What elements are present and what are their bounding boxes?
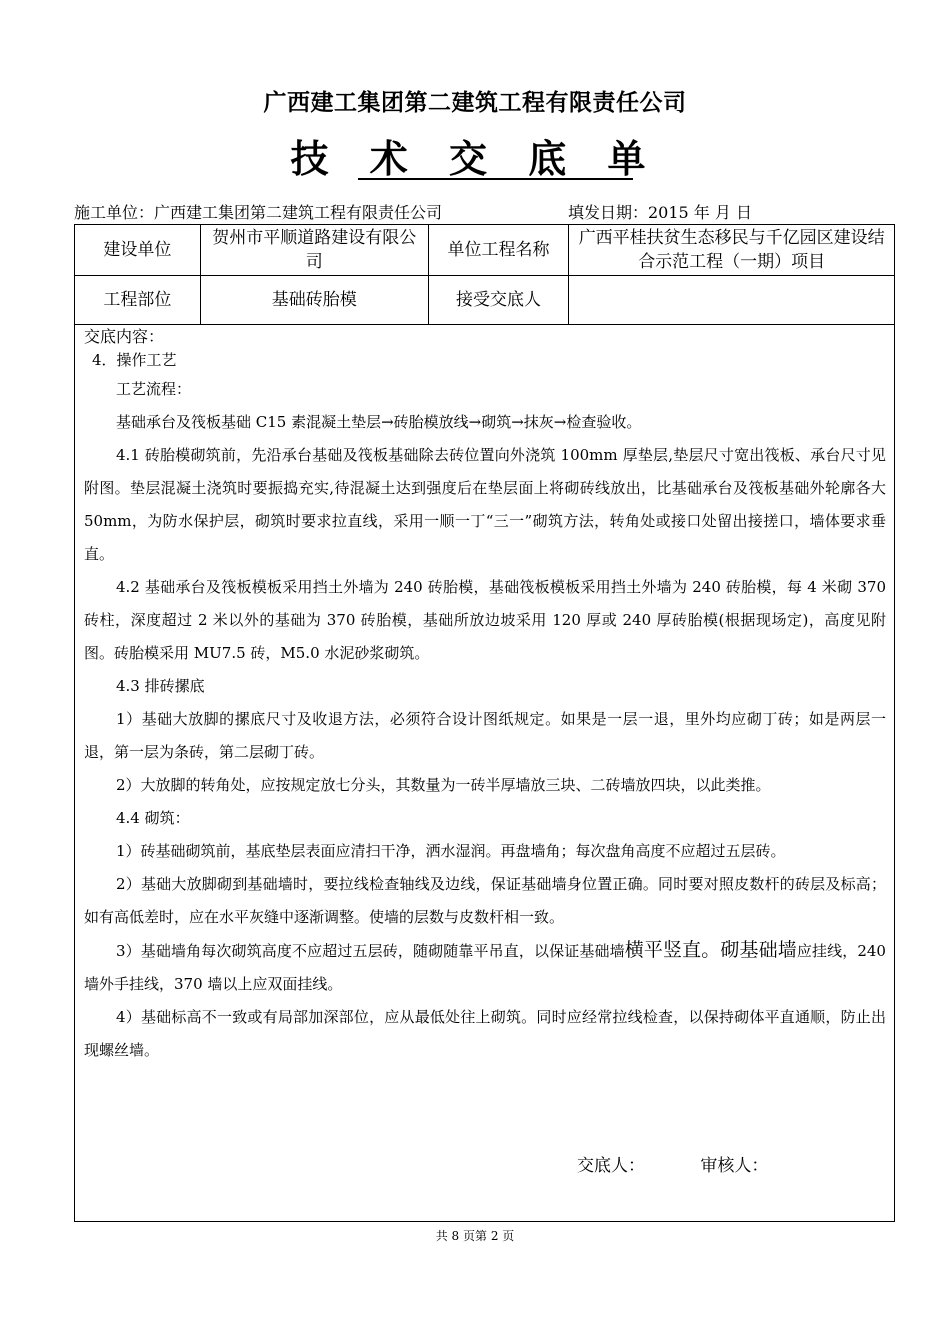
info-row-1 [75,225,895,276]
info-table [74,224,895,325]
page-footer: 共 8 页第 2 页 [435,1229,515,1243]
paragraph: 4.3 排砖摞底 [116,677,205,695]
paragraph: 2）大放脚的转角处，应按规定放七分头，其数量为一砖半厚墙放三块、二砖墙放四块，以此类推。 [116,776,771,794]
value-work-part: 基础砖胎模 [200,276,428,325]
meta-row [74,200,894,223]
construction-unit: 施工单位：广西建工集团第二建筑工程有限责任公司 [74,203,443,222]
label-receiver: 接受交底人 [428,276,569,325]
issue-date: 填发日期：2015 年 月 日 [568,203,752,222]
paragraph: 2）基础大放脚砌到基础墙时，要拉线检查轴线及边线，保证基础墙身位置正确。同时要对照皮数杆的砖层及标高；如有高低差时，应在水平灰缝中逐渐调整。使墙的层数与皮数杆相一致。 [84,875,886,926]
value-builder: 贺州市平顺道路建设有限公司 [200,225,428,276]
paragraph-emphasis: 横平竖直。砌基础墙 [624,939,797,961]
label-project-name: 单位工程名称 [428,225,569,276]
paragraph: 4）基础标高不一致或有局部加深部位，应从最低处往上砌筑。同时应经常拉线检查，以保持砌体平直通顺，防止出现螺丝墙。 [84,1008,886,1059]
value-project-name: 广西平桂扶贫生态移民与千亿园区建设结合示范工程（一期）项目 [569,225,895,276]
info-row-2 [75,276,895,325]
document-title: 技 术 交 底 单 [290,137,660,181]
paragraph: 工艺流程： [116,380,192,398]
paragraph: 基础承台及筏板基础 C15 素混凝土垫层→砖胎模放线→砌筑→抹灰→检查验收。 [116,413,642,431]
paragraph: 1）基础大放脚的摞底尺寸及收退方法，必须符合设计图纸规定。如果是一层一退，里外均应砌丁砖；如是两层一退，第一层为条砖，第二层砌丁砖。 [84,710,886,761]
paragraph: 4.2 基础承台及筏板模板采用挡土外墙为 240 砖胎模，基础筏板模板采用挡土外墙为 240 砖胎模，每 4 米砌 370 砖柱，深度超过 2 米以外的基础为 370 砖胎模，基础所放边坡采用 120 厚或 240 厚砖胎模(根据现场定)，高度见附图。砖胎模采用 MU7.5 砖，M5.0 水泥砂浆砌筑。 [84,578,886,662]
presenter-label: 交底人： [577,1156,645,1176]
disclosure-content [84,327,886,1067]
paragraph: 1）砖基础砌筑前，基底垫层表面应清扫干净，洒水湿润。再盘墙角；每次盘角高度不应超过五层砖。 [116,842,786,860]
label-work-part: 工程部位 [75,276,201,325]
content-label: 交底内容： [84,327,165,346]
value-receiver [569,276,895,325]
paragraph-part: 3）基础墙角每次砌筑高度不应超过五层砖，随砌随靠平吊直，以保证基础墙 [116,942,625,960]
label-builder: 建设单位 [75,225,201,276]
reviewer-label: 审核人： [700,1156,769,1176]
signature-row [577,1151,768,1176]
paragraph: 4.1 砖胎模砌筑前，先沿承台基础及筏板基础除去砖位置向外浇筑 100mm 厚垫层,垫层尺寸宽出筏板、承台尺寸见附图。垫层混凝土浇筑时要振捣充实,待混凝土达到强度后在垫层面上将砌砖线放出，比基础承台及筏板基础外轮廓各大 50mm，为防水保护层，砌筑时要求拉直线，采用一顺一丁“三一”砌筑方法，转角处或接口处留出接搓口，墙体要求垂直。 [84,446,886,563]
paragraph-part: 应挂线，240 墙外手挂线，370 墙以上应双面挂线。 [84,942,886,993]
paragraph [84,934,886,1001]
paragraph: 4.4 砌筑： [116,809,190,827]
title-underline [358,178,633,180]
company-name: 广西建工集团第二建筑工程有限责任公司 [263,90,687,116]
section-heading: 4．操作工艺 [92,351,177,369]
